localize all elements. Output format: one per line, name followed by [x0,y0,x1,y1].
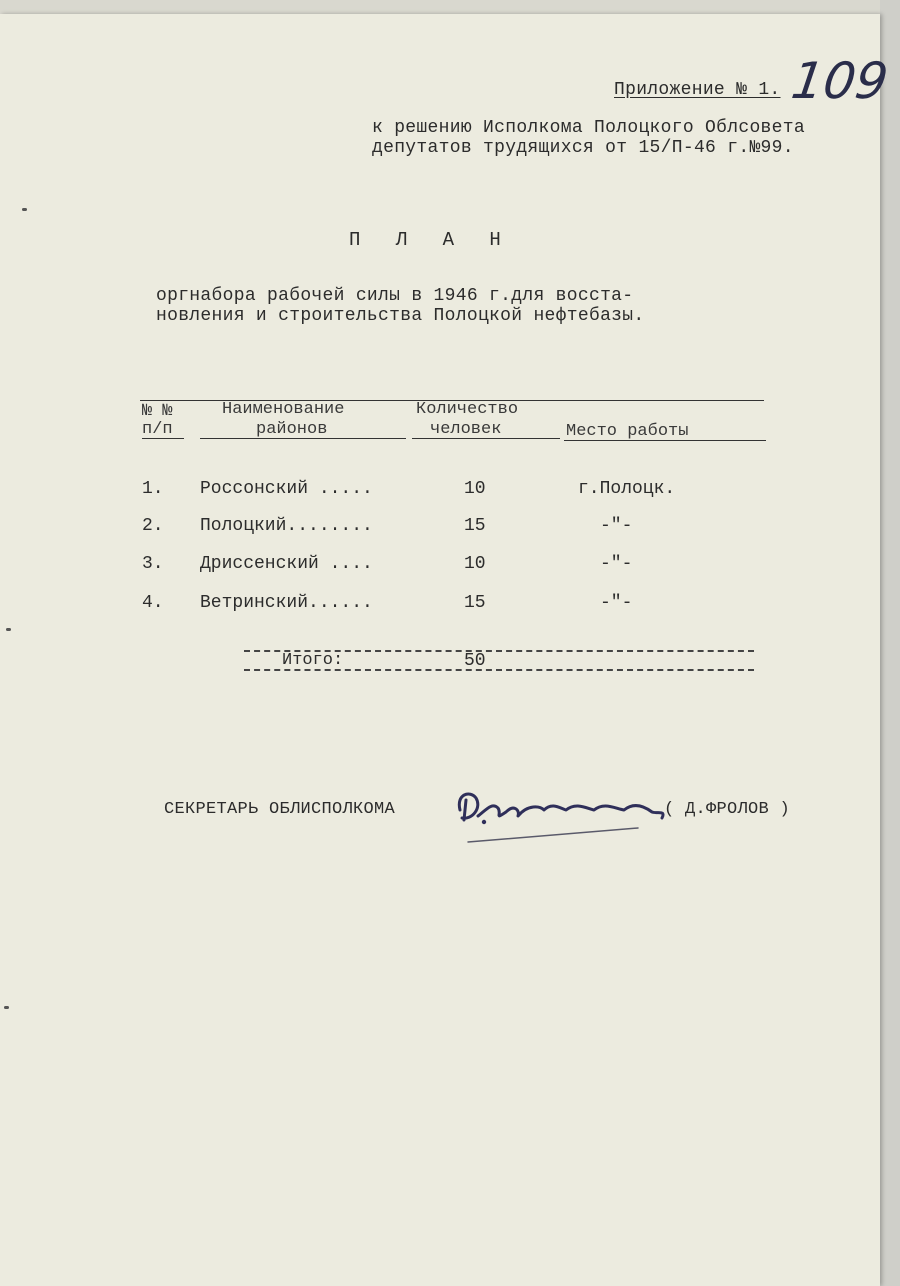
header-count-1: Количество [416,400,519,419]
row-2-place: -"- [600,516,633,536]
header-num-1: № № [142,402,173,421]
row-2-district: Полоцкий........ [200,516,373,536]
row-2-count: 15 [464,516,486,536]
handwritten-sheet-number: 109 [787,52,892,110]
row-1-count: 10 [464,479,486,499]
header-num-2: п/п [142,420,173,439]
paper-mark-2 [6,628,11,631]
subtitle-line-2: новления и строительства Полоцкой нефтебазы. [156,306,645,326]
document-subtitle [156,286,644,326]
annex-label: Приложение № 1. [614,80,781,100]
row-1-district: Россонский ..... [200,479,373,499]
row-4-district: Ветринский...... [200,593,373,613]
paper-mark-3 [4,1006,9,1009]
row-1-num: 1. [142,479,164,499]
total-bottom-rule [244,669,754,671]
row-4-place: -"- [600,593,633,613]
row-3-district: Дриссенский .... [200,554,373,574]
total-label: Итого: [282,651,344,670]
row-4-count: 15 [464,593,486,613]
row-3-num: 3. [142,554,164,574]
decision-reference [372,118,805,158]
secretary-title: СЕКРЕТАРЬ ОБЛИСПОЛКОМА [164,800,396,819]
handwritten-signature [448,780,718,850]
header-count-2: человек [430,420,502,439]
row-1-place: г.Полоцк. [578,479,676,499]
document-title: П Л А Н [349,229,513,251]
row-3-count: 10 [464,554,486,574]
subtitle-line-1: оргнабора рабочей силы в 1946 г.для восста- [156,286,634,306]
paper-mark-1 [22,208,27,211]
decision-line-1: к решению Исполкома Полоцкого Облсовета [372,118,805,138]
header-name-1: Наименование [222,400,345,419]
row-4-num: 4. [142,593,164,613]
row-2-num: 2. [142,516,164,536]
decision-line-2: депутатов трудящихся от 15/П-46 г.№99. [372,138,794,158]
secretary-name: ( Д.ФРОЛОВ ) [664,800,791,819]
scan-edge [880,0,900,1286]
header-place: Место работы [566,422,689,441]
total-value: 50 [464,651,486,671]
row-3-place: -"- [600,554,633,574]
header-name-2: районов [256,420,328,439]
